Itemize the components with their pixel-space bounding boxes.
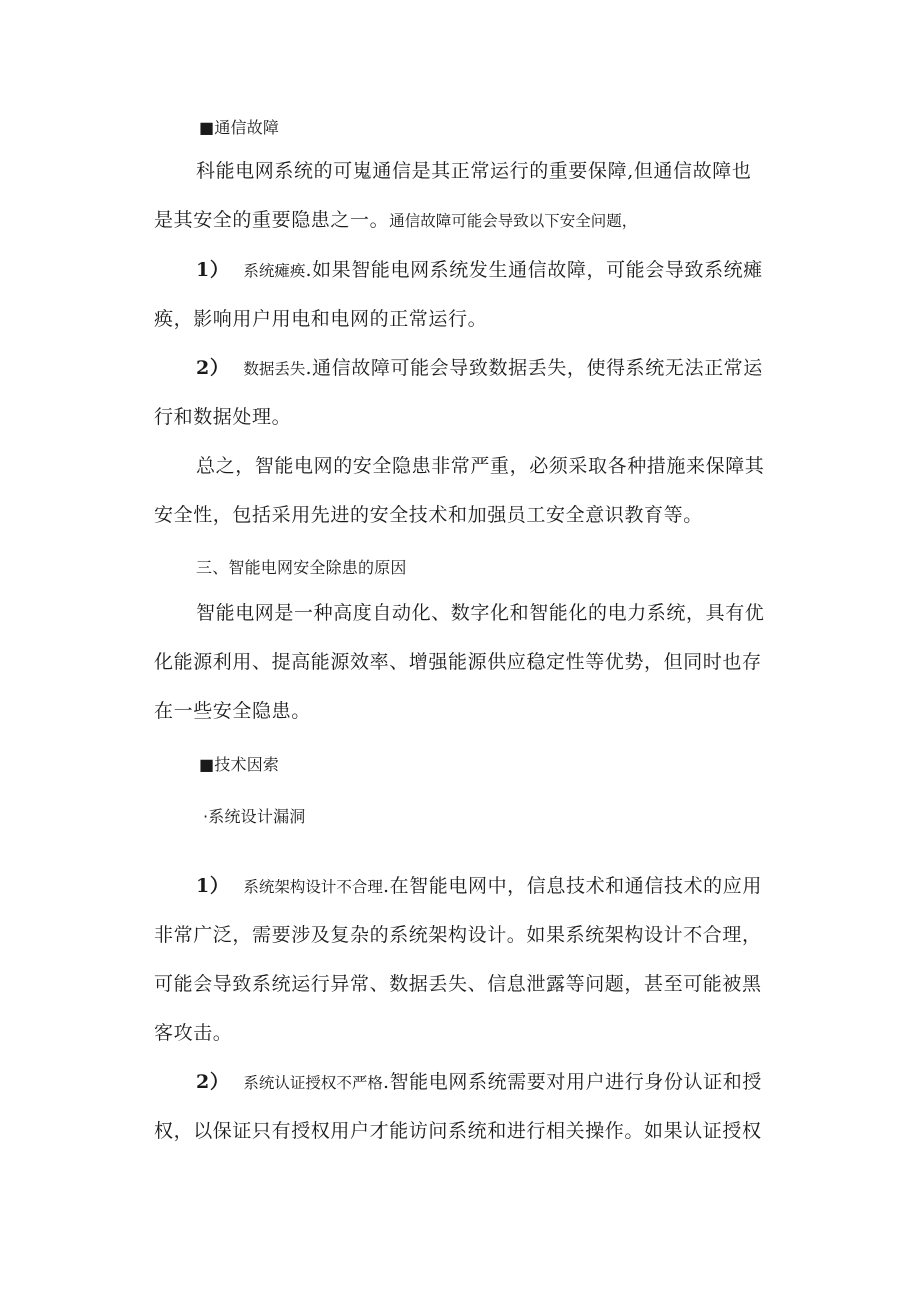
list-number: 1） [196, 875, 230, 897]
paragraph-line: 化能源利用、提高能源效率、增强能源供应稳定性等优势，但同时也存 [154, 651, 762, 673]
paragraph-line: 行和数据处理。 [154, 406, 292, 428]
paragraph-line: 总之，智能电网的安全隐患非常严重，必须采取各种措施来保障其 [196, 455, 765, 477]
list-number: 1） [196, 259, 230, 281]
paragraph-line: 可能会导致系统运行异常、数据丢失、信息泄露等问题，甚至可能被黑 [154, 973, 762, 995]
paragraph-line: 安全性，包括采用先进的安全技术和加强员工安全意识教育等。 [154, 504, 703, 526]
list-item-2 [196, 1068, 796, 1097]
section-heading-reasons: 三、智能电网安全除患的原因 [196, 558, 407, 577]
list-text: .通信故障可能会导致数据丢失，使得系统无法正常运 [305, 357, 763, 379]
sub-sub-heading-design-flaws: ·系统设计漏洞 [203, 807, 306, 826]
list-text: .在智能电网中，信息技术和通信技术的应用 [382, 875, 762, 897]
list-text: .智能电网系统需要对用户进行身份认证和授 [382, 1071, 762, 1093]
list-item-1 [196, 872, 796, 901]
paragraph-line: 痪，影响用户用电和电网的正常运行。 [154, 308, 488, 330]
paragraph-line: 智能电网是一种高度自动化、数字化和智能化的电力系统，具有优 [196, 602, 765, 624]
list-text: .如果智能电网系统发生通信故障，可能会导致系统瘫 [305, 259, 763, 281]
paragraph-line: 在一些安全隐患。 [154, 700, 311, 722]
list-term: 系统架构设计不合理 [243, 878, 383, 896]
paragraph-line: 权，以保证只有授权用户才能访问系统和进行相关操作。如果认证授权 [154, 1120, 762, 1142]
list-term: 系统瘫痪 [243, 262, 306, 280]
list-number: 2） [196, 357, 230, 379]
list-item-1 [196, 256, 796, 285]
section-heading-communication-failure: ■通信故障 [199, 118, 280, 137]
paragraph-line: 客攻击。 [154, 1022, 233, 1044]
sub-heading-technical-factors: ■技术因索 [199, 755, 280, 774]
paragraph-line: 科能电网系统的可嵬通信是其正常运行的重要保障,但通信故障也 [196, 160, 752, 182]
list-number: 2） [196, 1071, 230, 1093]
list-term: 系统认证授权不严格 [243, 1074, 383, 1092]
list-item-2 [196, 354, 796, 383]
paragraph-text: 是其安全的重要隐患之一。 [154, 209, 390, 231]
paragraph-line [154, 206, 774, 235]
paragraph-text-sans: 通信故障可能会导致以下安全问题， [389, 212, 638, 230]
list-term: 数据丢失 [243, 360, 306, 378]
paragraph-line: 非常广泛，需要涉及复杂的系统架构设计。如果系统架构设计不合理， [154, 924, 762, 946]
